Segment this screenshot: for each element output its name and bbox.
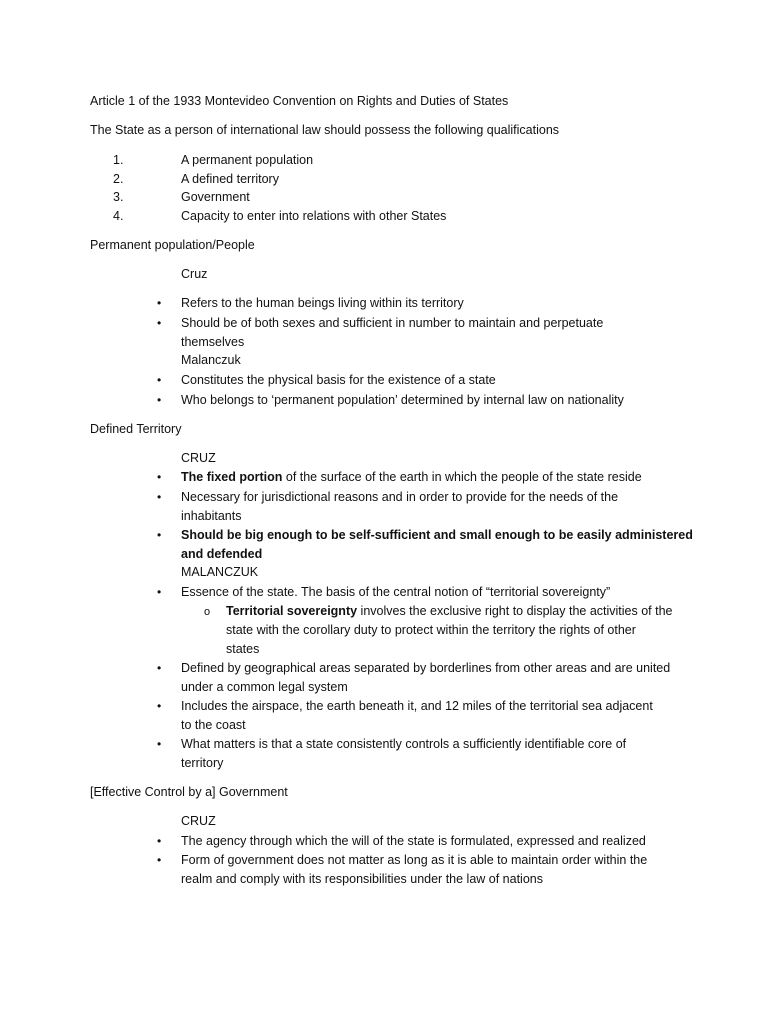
list-item: Who belongs to ‘permanent population’ determined by internal law on nationality [181,393,624,407]
list-number: 4. [113,209,124,223]
bullet-icon: • [157,585,162,599]
section-heading-territory: Defined Territory [90,422,182,436]
bullet-icon: • [157,699,162,713]
author-label: Malanczuk [181,353,241,367]
author-label: MALANCZUK [181,565,259,579]
qualification-item: A permanent population [181,153,314,167]
list-item: Necessary for jurisdictional reasons and in order to provide for the needs of the [181,490,619,504]
list-item-continuation: to the coast [181,718,246,732]
qualification-item: Government [181,190,250,204]
bullet-icon: • [157,393,162,407]
qualification-item: A defined territory [181,172,279,186]
list-item-continuation: themselves [181,335,245,349]
list-item: Essence of the state. The basis of the central notion of “territorial sovereignty” [181,585,611,599]
author-label: CRUZ [181,814,216,828]
author-label: Cruz [181,267,208,281]
list-item-continuation: realm and comply with its responsibilities under the law of nations [181,872,543,886]
intro-text: The State as a person of international law should possess the following qualifications [90,123,560,137]
list-item: Should be big enough to be self-sufficient and small enough to be easily administered [181,528,693,542]
list-item: Refers to the human beings living within its territory [181,296,464,310]
sub-list-item-text: involves the exclusive right to display the activities of the [357,604,673,618]
list-number: 1. [113,153,124,167]
list-item: The agency through which the will of the state is formulated, expressed and realized [181,834,646,848]
qualification-item: Capacity to enter into relations with other States [181,209,447,223]
list-item-continuation: inhabitants [181,509,242,523]
bullet-icon: • [157,373,162,387]
list-item: Form of government does not matter as long as it is able to maintain order within the [181,853,648,867]
list-number: 2. [113,172,124,186]
list-item: Constitutes the physical basis for the existence of a state [181,373,496,387]
sub-list-item [226,602,673,620]
section-heading-government: [Effective Control by a] Government [90,785,288,799]
author-label: CRUZ [181,451,216,465]
bullet-icon: • [157,490,162,504]
bullet-icon: • [157,853,162,867]
bullet-icon: • [157,661,162,675]
section-heading-population: Permanent population/People [90,238,255,252]
list-number: 3. [113,190,124,204]
bold-phrase: Territorial sovereignty [226,604,358,618]
document-title: Article 1 of the 1933 Montevideo Convention on Rights and Duties of States [90,94,509,108]
bullet-icon: • [157,470,162,484]
bullet-icon: • [157,737,162,751]
bullet-icon: • [157,296,162,310]
list-item-continuation: under a common legal system [181,680,348,694]
sub-list-item-continuation: states [226,642,260,656]
list-item-continuation: territory [181,756,224,770]
list-item: Should be of both sexes and sufficient in number to maintain and perpetuate [181,316,604,330]
list-item-continuation: and defended [181,547,263,561]
list-item: Includes the airspace, the earth beneath it, and 12 miles of the territorial sea adjacent [181,699,653,713]
list-item: Defined by geographical areas separated by borderlines from other areas and are united [181,661,671,675]
bullet-icon: • [157,528,162,542]
list-item: What matters is that a state consistently controls a sufficiently identifiable core of [181,737,627,751]
list-item [181,468,642,486]
sub-bullet-icon: o [204,606,211,618]
bullet-icon: • [157,834,162,848]
list-item-text: of the surface of the earth in which the people of the state reside [282,470,642,484]
bold-phrase: The fixed portion [181,470,283,484]
sub-list-item-continuation: state with the corollary duty to protect within the territory the rights of other [226,623,636,637]
bullet-icon: • [157,316,162,330]
